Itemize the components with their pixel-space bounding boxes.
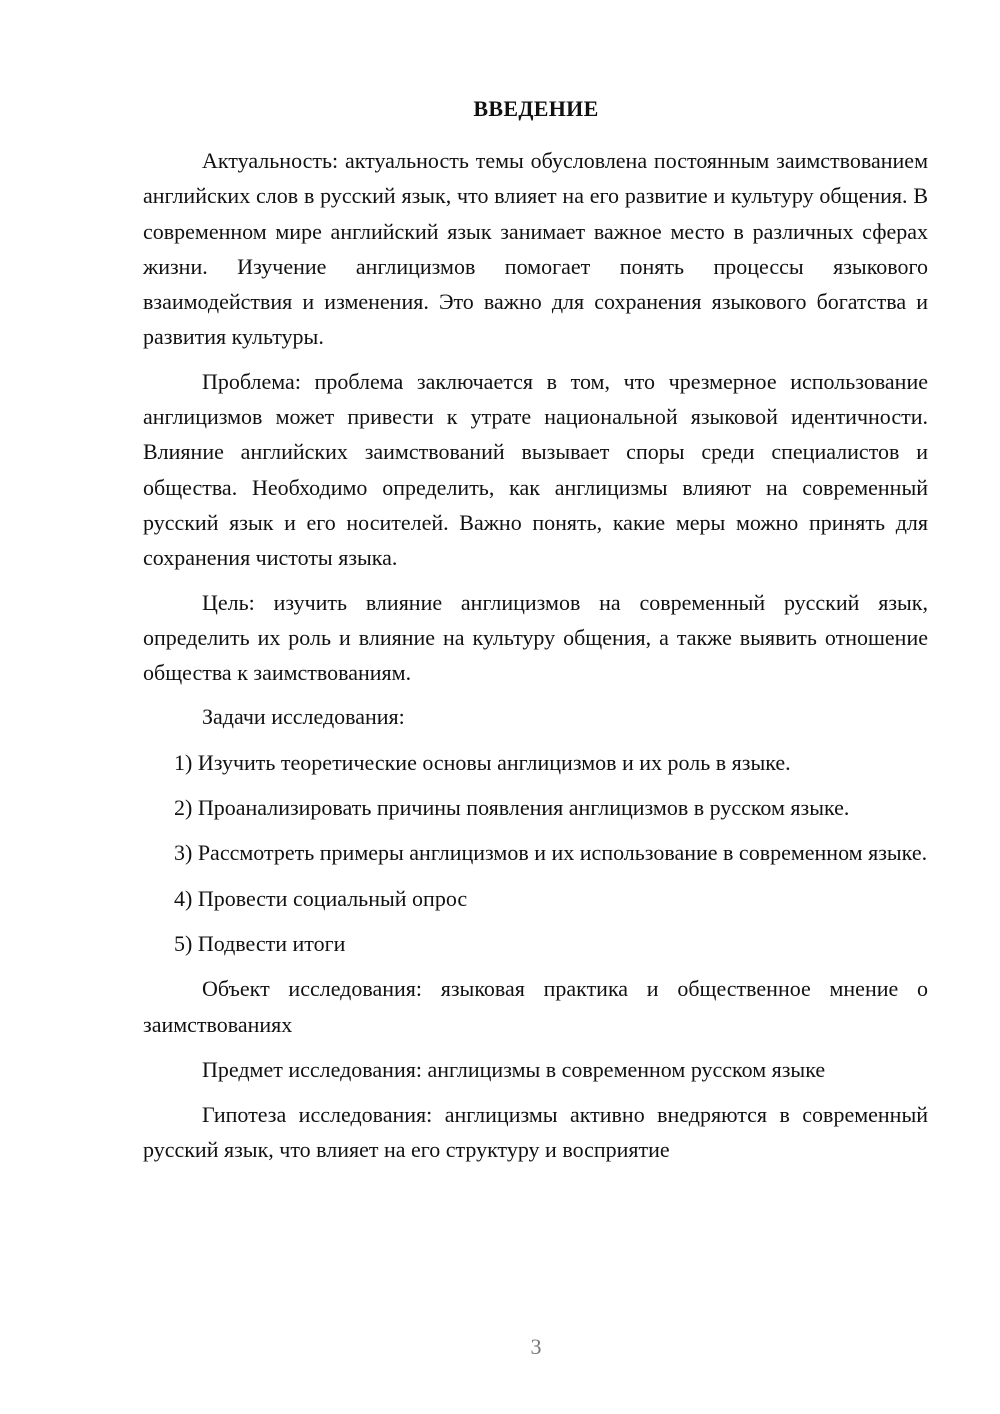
task-item-1: 1) Изучить теоретические основы англицизмов и их роль в языке. xyxy=(174,749,791,775)
paragraph-problem: Проблема: проблема заключается в том, что чрезмерное использование англицизмов может привести к утрате национальной языковой идентичности. Влияние английских заимствований вызывает споры среди специалистов и общества. Необходимо определить, как англицизмы влияют на современный русский язык и его носителей. Важно понять, какие меры можно принять для сохранения чистоты языка. xyxy=(143,368,928,571)
paragraph-object: Объект исследования: языковая практика и общественное мнение о заимствованиях xyxy=(143,976,928,1037)
paragraph-hypothesis: Гипотеза исследования: англицизмы активно внедряются в современный русский язык, что влияет на его структуру и восприятие xyxy=(143,1102,928,1163)
paragraph-goal: Цель: изучить влияние англицизмов на современный русский язык, определить их роль и влияние на культуру общения, а также выявить отношение общества к заимствованиям. xyxy=(143,589,928,686)
task-item-3: 3) Рассмотреть примеры англицизмов и их использование в современном языке. xyxy=(174,840,928,866)
page-number: 3 xyxy=(530,1334,542,1359)
document-body xyxy=(143,143,928,1168)
paragraph-subject: Предмет исследования: англицизмы в современном русском языке xyxy=(202,1056,826,1082)
task-item-4: 4) Провести социальный опрос xyxy=(174,885,468,911)
tasks-heading: Задачи исследования: xyxy=(202,704,405,730)
task-item-2: 2) Проанализировать причины появления англицизмов в русском языке. xyxy=(174,795,850,821)
paragraph-relevance: Актуальность: актуальность темы обусловлена постоянным заимствованием английских слов в русский язык, что влияет на его развитие и культуру общения. В современном мире английский язык занимает важное место в различных сферах жизни. Изучение англицизмов помогает понять процессы языкового взаимодействия и изменения. Это важно для сохранения языкового богатства и развития культуры. xyxy=(143,148,928,350)
task-item-5: 5) Подвести итоги xyxy=(174,930,346,956)
section-title: ВВЕДЕНИЕ xyxy=(473,96,599,121)
